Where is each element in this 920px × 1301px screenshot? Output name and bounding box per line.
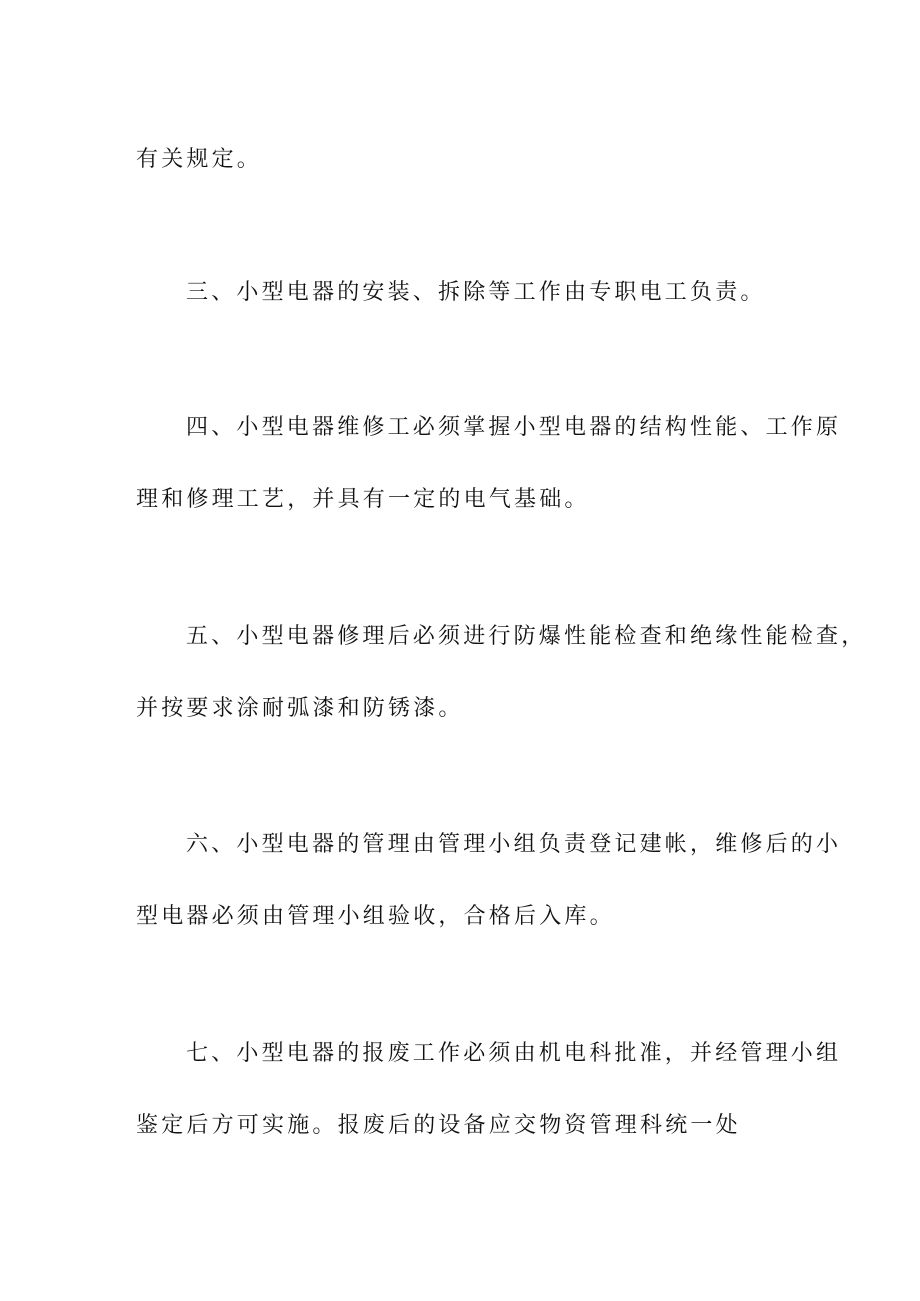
- paragraph-3-line-1: 三、小型电器的安装、拆除等工作由专职电工负责。: [186, 280, 766, 305]
- text-line-continuation: 有关规定。: [136, 147, 263, 172]
- paragraph-6-line-1: 六、小型电器的管理由管理小组负责登记建帐，维修后的小: [186, 832, 842, 857]
- paragraph-7-line-2: 鉴定后方可实施。报废后的设备应交物资管理科统一处: [136, 1113, 741, 1138]
- paragraph-4-line-1: 四、小型电器维修工必须掌握小型电器的结构性能、工作原: [186, 415, 842, 440]
- paragraph-5-line-2: 并按要求涂耐弧漆和防锈漆。: [136, 696, 464, 721]
- paragraph-6-line-2: 型电器必须由管理小组验收，合格后入库。: [136, 904, 615, 929]
- paragraph-7-line-1: 七、小型电器的报废工作必须由机电科批准，并经管理小组: [186, 1041, 842, 1066]
- paragraph-5-line-1: 五、小型电器修理后必须进行防爆性能检查和绝缘性能检查，: [186, 624, 867, 649]
- paragraph-4-line-2: 理和修理工艺，并具有一定的电气基础。: [136, 487, 590, 512]
